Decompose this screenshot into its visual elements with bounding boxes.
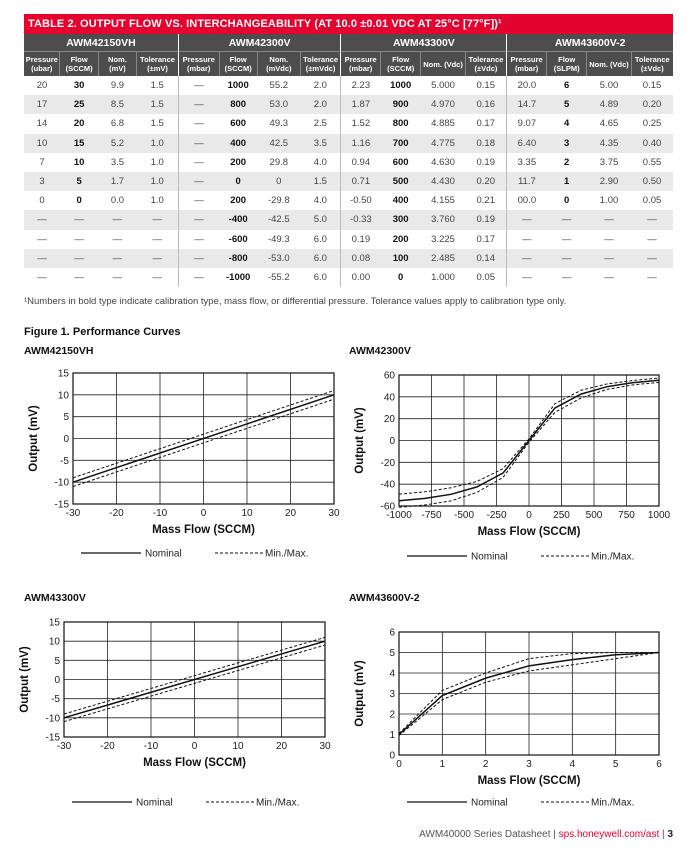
table-cell: 2.485: [421, 249, 465, 268]
x-tick-label: 1000: [647, 510, 671, 521]
table-cell: 5: [60, 172, 98, 191]
table-cell: 9.9: [110, 80, 125, 92]
table-cell: 0.55: [642, 156, 662, 168]
x-tick-label: 30: [328, 508, 340, 519]
table-cell: 0.08: [341, 249, 380, 268]
table-cell: 2.0: [313, 80, 327, 92]
y-tick-label: 15: [57, 368, 69, 380]
table-column-header: Flow (SCCM): [219, 52, 257, 77]
y-tick-label: 1: [389, 730, 395, 741]
table-cell: -600: [228, 233, 248, 245]
table-cell: 4.885: [431, 118, 455, 130]
table-cell: 0.20: [465, 172, 507, 191]
y-axis-label: Output (mV): [19, 646, 31, 713]
y-tick-label: 0: [389, 436, 395, 447]
footer-separator: |: [662, 829, 665, 840]
table-cell: 1.5: [300, 172, 341, 191]
legend-nominal-label: Nominal: [471, 551, 508, 563]
table-column-header: Flow (SCCM): [380, 52, 421, 77]
legend-minmax-label: Min./Max.: [591, 797, 635, 809]
table-cell: 1000: [227, 80, 249, 92]
y-tick-label: 10: [57, 390, 69, 402]
table-cell: 5.2: [98, 134, 136, 153]
table-cell: 400: [392, 195, 409, 207]
table-cell: 0.19: [476, 156, 495, 168]
table-cell: —: [137, 249, 179, 268]
x-tick-label: 20: [284, 508, 297, 519]
y-tick-label: 5: [389, 648, 395, 659]
table-cell: —: [631, 210, 673, 229]
table-cell: 4.775: [421, 134, 465, 153]
table-cell: 15: [60, 134, 98, 153]
table-column-header: Tolerance (±Vdc): [631, 52, 673, 77]
table-cell: 6: [564, 80, 570, 92]
x-tick-label: -750: [421, 510, 442, 521]
y-tick-label: 15: [48, 617, 60, 629]
table-cell: —: [546, 210, 587, 229]
table-cell: -42.5: [257, 210, 300, 229]
x-axis-label: Mass Flow (SCCM): [477, 775, 581, 787]
table-model-header: AWM43300V: [341, 34, 507, 52]
table-column-header: Pressure (mbar): [178, 52, 219, 77]
table-cell: 3.760: [421, 210, 465, 229]
table-cell: 0.25: [642, 118, 662, 130]
table-cell: 17: [24, 95, 60, 114]
table-cell: —: [37, 233, 47, 245]
table-cell: 2.23: [341, 76, 380, 95]
table-cell: 7: [39, 156, 45, 168]
table-cell: 3.225: [431, 233, 455, 245]
table-cell: 4.0: [313, 156, 327, 168]
table-cell: —: [178, 76, 219, 95]
y-tick-label: -40: [380, 479, 395, 491]
x-tick-label: 500: [585, 510, 603, 521]
table-cell: 20: [36, 80, 48, 92]
table-cell: —: [587, 210, 631, 229]
table-column-header: Pressure (ubar): [24, 52, 60, 77]
y-axis-label: Output (mV): [28, 405, 40, 472]
table-cell: 500: [380, 172, 421, 191]
table-cell: 53.0: [257, 95, 300, 114]
legend-minmax-label: Min./Max.: [591, 551, 635, 563]
legend-minmax-label: Min./Max.: [256, 797, 300, 809]
x-tick-label: 4: [569, 759, 576, 770]
y-tick-label: 4: [389, 668, 395, 680]
table-cell: 0.21: [476, 195, 495, 207]
table-cell: 10: [24, 134, 60, 153]
y-tick-label: -10: [54, 477, 69, 489]
table-cell: —: [178, 249, 219, 268]
y-tick-label: 40: [383, 392, 395, 404]
table-cell: —: [178, 172, 219, 191]
y-tick-label: -20: [380, 457, 395, 469]
legend-nominal-label: Nominal: [471, 797, 508, 809]
legend-nominal-label: Nominal: [136, 797, 173, 809]
table-cell: 200: [230, 195, 247, 207]
table-cell: 49.3: [269, 118, 289, 130]
table-cell: 0.00: [341, 268, 380, 287]
table-cell: 0.05: [476, 271, 495, 283]
table-cell: —: [178, 191, 219, 210]
table-cell: 9.07: [507, 114, 546, 133]
chart-title-awm42300v: AWM42300V: [349, 345, 411, 357]
table-cell: 0.17: [476, 233, 495, 245]
table-cell: 0: [39, 195, 45, 207]
x-tick-label: -20: [100, 741, 115, 752]
table-cell: 1.0: [150, 195, 164, 207]
table-cell: 0.18: [465, 134, 507, 153]
table-cell: —: [178, 230, 219, 249]
table-cell: —: [60, 249, 98, 268]
table-cell: -29.8: [267, 195, 290, 207]
footer-separator: |: [553, 829, 556, 840]
table-cell: —: [178, 153, 219, 172]
table-cell: —: [112, 271, 123, 283]
table-cell: 20.0: [507, 76, 546, 95]
table-cell: 4.0: [313, 195, 327, 207]
table-cell: -0.50: [341, 191, 380, 210]
y-tick-label: 0: [63, 434, 69, 445]
y-axis-label: Output (mV): [354, 660, 366, 727]
table-column-header: Nom. (Vdc): [587, 52, 631, 77]
y-tick-label: 20: [383, 414, 395, 426]
table-cell: 20: [73, 118, 85, 130]
x-tick-label: 750: [618, 510, 635, 521]
chart-title-awm42150vh: AWM42150VH: [24, 345, 94, 357]
table-cell: 1.52: [341, 114, 380, 133]
y-tick-label: 2: [389, 709, 395, 721]
table-cell: —: [60, 210, 98, 229]
table-cell: 0.15: [476, 80, 495, 92]
x-tick-label: 10: [241, 508, 253, 519]
table-cell: 0.05: [642, 195, 662, 207]
table-cell: —: [178, 95, 219, 114]
table-cell: 2.90: [587, 172, 631, 191]
chart-group: [19, 618, 331, 809]
x-tick-label: 5: [612, 759, 619, 770]
table-cell: —: [178, 114, 219, 133]
legend-nominal-label: Nominal: [145, 548, 182, 560]
table-cell: 6.0: [313, 233, 327, 245]
table-cell: 4.65: [599, 118, 619, 130]
table-cell: 1.5: [150, 80, 164, 92]
table-cell: -800: [219, 249, 257, 268]
table-cell: 11.7: [507, 172, 546, 191]
x-tick-label: -250: [486, 510, 507, 521]
footer-url-link[interactable]: sps.honeywell.com/ast: [558, 829, 660, 840]
chart-group: [354, 371, 671, 563]
y-tick-label: 5: [54, 655, 60, 667]
table-cell: 4.430: [421, 172, 465, 191]
x-tick-label: 1: [439, 759, 446, 770]
table-cell: 3.5: [300, 134, 341, 153]
table-column-header: Pressure (mbar): [507, 52, 546, 77]
table-cell: 25: [60, 95, 98, 114]
table-cell: 4.155: [431, 195, 455, 207]
table-cell: 800: [219, 95, 257, 114]
table-cell: —: [112, 233, 123, 245]
table-cell: 1.5: [137, 95, 179, 114]
table-cell: —: [604, 271, 614, 283]
table-cell: 0.17: [476, 118, 495, 130]
table-cell: 55.2: [269, 80, 289, 92]
table-cell: 3: [24, 172, 60, 191]
y-axis-label: Output (mV): [354, 407, 366, 474]
table-cell: 0.71: [341, 172, 380, 191]
x-tick-label: 10: [232, 741, 244, 752]
table-cell: —: [178, 134, 219, 153]
y-tick-label: -15: [45, 732, 60, 744]
table-cell: 1.0: [137, 134, 179, 153]
table-cell: -1000: [226, 271, 251, 283]
table-cell: 0.15: [642, 80, 662, 92]
table-cell: —: [98, 210, 136, 229]
table-cell: 5.00: [599, 80, 619, 92]
table-cell: 1.16: [341, 134, 380, 153]
table-cell: 1: [546, 172, 587, 191]
y-tick-label: -60: [380, 501, 395, 513]
y-tick-label: 5: [63, 412, 69, 424]
table-cell: 200: [230, 156, 247, 168]
table-cell: 600: [392, 156, 409, 168]
table-cell: 700: [380, 134, 421, 153]
table-cell: 6.0: [313, 271, 327, 283]
table-cell: 4.970: [421, 95, 465, 114]
x-axis-label: Mass Flow (SCCM): [477, 526, 581, 538]
legend-minmax-label: Min./Max.: [265, 548, 309, 560]
x-tick-label: -20: [109, 508, 124, 519]
table-cell: 5.000: [431, 80, 455, 92]
x-tick-label: 0: [526, 510, 532, 521]
table-cell: 300: [380, 210, 421, 229]
x-tick-label: -10: [143, 741, 159, 752]
x-axis-label: Mass Flow (SCCM): [143, 757, 246, 769]
page-footer: [419, 829, 673, 840]
table-cell: 0: [257, 172, 300, 191]
table-cell: 900: [380, 95, 421, 114]
table-cell: 4.89: [587, 95, 631, 114]
table-column-header: Tolerance (±Vdc): [465, 52, 507, 77]
table-cell: —: [24, 249, 60, 268]
x-tick-label: 0: [396, 759, 402, 770]
table-cell: 0.14: [465, 249, 507, 268]
table-cell: 1.87: [341, 95, 380, 114]
table-column-header: Flow (SCCM): [60, 52, 98, 77]
table-cell: 10: [73, 156, 85, 168]
table-cell: —: [604, 233, 614, 245]
table-model-header: AWM42150VH: [24, 34, 178, 52]
y-tick-label: 10: [48, 636, 60, 648]
table-cell: 0.20: [631, 95, 673, 114]
table-cell: 5: [546, 95, 587, 114]
table-cell: 4: [564, 118, 570, 130]
table-cell: —: [647, 233, 657, 245]
page-number: 3: [667, 829, 673, 840]
x-tick-label: 0: [191, 741, 198, 752]
table-cell: 600: [230, 118, 247, 130]
x-tick-label: -30: [56, 741, 72, 752]
y-tick-label: -5: [51, 694, 60, 706]
table-cell: —: [74, 271, 84, 283]
y-tick-label: 0: [54, 675, 60, 686]
x-tick-label: -500: [453, 510, 475, 521]
table-column-header: Nom. (Vdc): [421, 52, 465, 77]
table-column-header: Nom. (mV): [98, 52, 136, 77]
table-column-header: Tolerance (±mVdc): [300, 52, 341, 77]
table-cell: —: [561, 271, 572, 283]
table-cell: 0.19: [465, 210, 507, 229]
table-cell: 0.50: [631, 172, 673, 191]
table-cell: 8.5: [98, 95, 136, 114]
x-tick-label: 20: [275, 741, 288, 752]
table-cell: -400: [219, 210, 257, 229]
table-title: TABLE 2. OUTPUT FLOW VS. INTERCHANGEABILITY (AT 10.0 ±0.01 VDC AT 25°C [77°F])¹: [24, 14, 673, 34]
table-cell: 1.0: [137, 172, 179, 191]
table-cell: 1000: [390, 80, 412, 92]
chart-group: [28, 369, 340, 560]
chart-group: [354, 628, 662, 809]
x-tick-label: 30: [319, 741, 331, 752]
table-column-header: Pressure (mbar): [341, 52, 380, 77]
table-cell: 3.35: [507, 153, 546, 172]
table-cell: 3.75: [599, 156, 619, 168]
table-cell: —: [137, 210, 179, 229]
table-cell: 200: [392, 233, 409, 245]
table-cell: —: [507, 210, 546, 229]
table-cell: 0: [564, 195, 570, 207]
table-cell: 2: [564, 156, 570, 168]
table-cell: 00.0: [507, 191, 546, 210]
chart-title-awm43300v: AWM43300V: [24, 592, 86, 604]
table-cell: 1.0: [150, 156, 164, 168]
y-tick-label: 0: [389, 750, 395, 762]
table-cell: —: [152, 233, 162, 245]
table-cell: —: [74, 233, 84, 245]
table-cell: 6.40: [507, 134, 546, 153]
table-cell: -0.33: [341, 210, 380, 229]
table-cell: 1.00: [599, 195, 619, 207]
table-cell: —: [178, 210, 219, 229]
table-cell: 0.16: [465, 95, 507, 114]
x-tick-label: 3: [526, 759, 532, 770]
x-tick-label: 0: [200, 508, 207, 519]
y-tick-label: 60: [383, 370, 395, 382]
y-tick-label: -10: [45, 713, 60, 725]
x-tick-label: 6: [656, 759, 662, 770]
table-cell: 14.7: [507, 95, 546, 114]
table-cell: 0: [219, 172, 257, 191]
table-cell: —: [561, 233, 572, 245]
table-cell: —: [546, 249, 587, 268]
table-cell: —: [37, 271, 47, 283]
table-cell: —: [587, 249, 631, 268]
table-column-header: Flow (SLPM): [546, 52, 587, 77]
table-cell: —: [507, 249, 546, 268]
table-cell: -53.0: [257, 249, 300, 268]
table-cell: -49.3: [267, 233, 290, 245]
table-cell: 3: [546, 134, 587, 153]
table-cell: 4.35: [587, 134, 631, 153]
table-cell: 2.0: [300, 95, 341, 114]
y-tick-label: 6: [389, 627, 395, 639]
x-axis-label: Mass Flow (SCCM): [152, 524, 255, 536]
table-cell: -55.2: [267, 271, 290, 283]
chart-title-awm43600v2: AWM43600V-2: [349, 592, 420, 604]
table-cell: —: [507, 230, 546, 249]
x-tick-label: 250: [553, 510, 570, 521]
x-tick-label: -10: [152, 508, 168, 519]
table-cell: —: [152, 271, 162, 283]
table-cell: 400: [219, 134, 257, 153]
table-cell: —: [507, 268, 546, 287]
table-model-header: AWM43600V-2: [507, 34, 673, 52]
y-tick-label: 3: [389, 689, 395, 700]
table-column-header: Nom. (mVdc): [257, 52, 300, 77]
table-cell: 800: [392, 118, 409, 130]
x-tick-label: -30: [65, 508, 81, 519]
table-cell: 14: [36, 118, 48, 130]
table-cell: 1.7: [98, 172, 136, 191]
table-cell: 4.630: [431, 156, 455, 168]
table-cell: 29.8: [269, 156, 289, 168]
table-model-header: AWM42300V: [178, 34, 341, 52]
y-tick-label: -5: [60, 455, 69, 467]
table-footnote: ¹Numbers in bold type indicate calibration type, mass flow, or differential pressure. Tolerance values apply to calibration type only.: [24, 296, 567, 307]
y-tick-label: -15: [54, 499, 69, 511]
table-cell: 1.000: [431, 271, 455, 283]
table-cell: —: [98, 249, 136, 268]
table-cell: 0.94: [341, 153, 380, 172]
figure-title: Figure 1. Performance Curves: [24, 326, 181, 338]
table-cell: 6.0: [300, 249, 341, 268]
table-cell: 1.5: [150, 118, 164, 130]
table-cell: —: [178, 268, 219, 287]
table-cell: 0.40: [631, 134, 673, 153]
table-cell: 0: [398, 271, 404, 283]
table-cell: 5.0: [300, 210, 341, 229]
table-cell: 0.19: [341, 230, 380, 249]
footer-series: AWM40000 Series Datasheet: [419, 829, 551, 840]
table-column-header: Tolerance (±mV): [137, 52, 179, 77]
table-cell: —: [647, 271, 657, 283]
table-cell: 100: [380, 249, 421, 268]
x-tick-label: -1000: [386, 510, 412, 521]
table-cell: 0: [76, 195, 82, 207]
x-tick-label: 2: [482, 759, 489, 770]
table-cell: 3.5: [110, 156, 125, 168]
table-cell: 42.5: [257, 134, 300, 153]
table-cell: 2.5: [313, 118, 327, 130]
table-cell: —: [24, 210, 60, 229]
table-cell: 6.8: [110, 118, 125, 130]
table-cell: 0.0: [110, 195, 125, 207]
table-cell: 30: [73, 80, 85, 92]
table-cell: —: [631, 249, 673, 268]
